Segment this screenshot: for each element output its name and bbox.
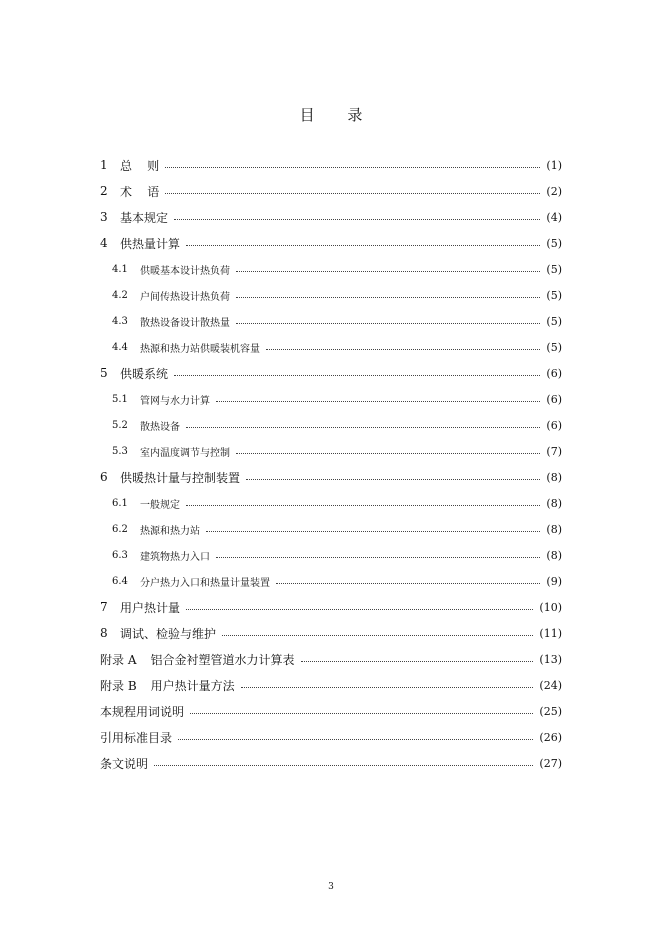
toc-entry-number: 5.2 xyxy=(112,419,128,431)
toc-leader-dots xyxy=(190,713,533,714)
toc-entry-page: (5) xyxy=(546,236,562,250)
toc-entry-label: 调试、检验与维护 xyxy=(120,626,217,641)
toc-entry[interactable] xyxy=(100,490,562,516)
toc-entry[interactable] xyxy=(100,594,562,620)
toc-entry-label: 热源和热力站 xyxy=(140,525,200,537)
toc-entry-label: 散热设备 xyxy=(140,421,180,433)
toc-entry-label: 本规程用词说明 xyxy=(100,704,185,719)
toc-entry-number: 附录 A xyxy=(100,652,137,667)
toc-leader-dots xyxy=(186,427,540,428)
toc-leader-dots xyxy=(174,375,540,376)
toc-entry-number: 6.1 xyxy=(112,497,128,509)
toc-leader-dots xyxy=(246,479,540,480)
toc-entry-label: 引用标准目录 xyxy=(100,730,173,745)
toc-entry-page: (8) xyxy=(546,470,562,484)
page-title: 目 录 xyxy=(299,106,377,124)
toc-entry-label: 用户热计量方法 xyxy=(150,678,235,693)
toc-entry[interactable] xyxy=(100,464,562,490)
toc-entry-label: 条文说明 xyxy=(100,756,149,771)
toc-leader-dots xyxy=(178,739,533,740)
toc-entry[interactable] xyxy=(100,750,562,776)
toc-entry[interactable] xyxy=(100,672,562,698)
toc-leader-dots xyxy=(236,323,540,324)
toc-entry-number: 1 xyxy=(100,158,108,172)
toc-entry-label: 用户热计量 xyxy=(120,600,181,615)
toc-entry-page: (8) xyxy=(546,548,562,562)
toc-entry-page: (24) xyxy=(539,678,562,692)
toc-leader-dots xyxy=(241,687,534,688)
toc-entry-page: (6) xyxy=(546,392,562,406)
toc-entry-page: (10) xyxy=(539,600,562,614)
toc-entry-page: (11) xyxy=(539,626,562,640)
toc-entry[interactable] xyxy=(100,282,562,308)
toc-entry-number: 6.2 xyxy=(112,523,128,535)
toc-leader-dots xyxy=(186,505,540,506)
toc-leader-dots xyxy=(276,583,540,584)
toc-leader-dots xyxy=(216,557,540,558)
toc-entry-number: 6.4 xyxy=(112,575,128,587)
toc-entry[interactable] xyxy=(100,438,562,464)
toc-entry[interactable] xyxy=(100,360,562,386)
toc-entry-page: (27) xyxy=(539,756,562,770)
toc-leader-dots xyxy=(154,765,533,766)
toc-entry-number: 4.4 xyxy=(112,341,128,353)
toc-leader-dots xyxy=(174,219,540,220)
toc-entry[interactable] xyxy=(100,646,562,672)
toc-leader-dots xyxy=(222,635,533,636)
toc-entry[interactable] xyxy=(100,724,562,750)
toc-entry[interactable] xyxy=(100,412,562,438)
toc-entry-label: 户间传热设计热负荷 xyxy=(140,291,230,303)
toc-entry-page: (1) xyxy=(546,158,562,172)
toc-leader-dots xyxy=(236,453,540,454)
toc-leader-dots xyxy=(186,609,533,610)
toc-entry-page: (5) xyxy=(546,340,562,354)
toc-entry-label: 总 则 xyxy=(120,158,160,173)
toc-leader-dots xyxy=(186,245,540,246)
toc-entry[interactable] xyxy=(100,568,562,594)
toc-entry-number: 7 xyxy=(100,600,108,614)
toc-entry-label: 供暖基本设计热负荷 xyxy=(140,265,230,277)
toc-entry[interactable] xyxy=(100,516,562,542)
toc-leader-dots xyxy=(165,193,540,194)
toc-entry[interactable] xyxy=(100,178,562,204)
toc-entry-number: 5 xyxy=(100,366,108,380)
toc-entry-label: 建筑物热力入口 xyxy=(140,551,210,563)
toc-entry-number: 4.2 xyxy=(112,289,128,301)
toc-entry-page: (2) xyxy=(546,184,562,198)
toc-entry-label: 铝合金衬塑管道水力计算表 xyxy=(150,652,295,667)
toc-leader-dots xyxy=(206,531,540,532)
toc-entry-label: 室内温度调节与控制 xyxy=(140,447,230,459)
toc-entry-page: (4) xyxy=(546,210,562,224)
toc-entry-page: (6) xyxy=(546,366,562,380)
table-of-contents xyxy=(100,152,562,776)
toc-entry-page: (5) xyxy=(546,288,562,302)
toc-entry-number: 2 xyxy=(100,184,108,198)
toc-entry-number: 6.3 xyxy=(112,549,128,561)
toc-entry-label: 分户热力入口和热量计量装置 xyxy=(140,577,270,589)
toc-entry-label: 热源和热力站供暖装机容量 xyxy=(140,343,260,355)
toc-entry-label: 管网与水力计算 xyxy=(140,395,210,407)
page-number: 3 xyxy=(328,882,334,892)
toc-entry[interactable] xyxy=(100,542,562,568)
toc-entry-page: (25) xyxy=(539,704,562,718)
toc-entry-page: (9) xyxy=(546,574,562,588)
toc-entry-label: 基本规定 xyxy=(120,210,169,225)
toc-leader-dots xyxy=(165,167,540,168)
toc-entry-page: (8) xyxy=(546,496,562,510)
toc-entry-number: 3 xyxy=(100,210,108,224)
toc-leader-dots xyxy=(301,661,534,662)
toc-leader-dots xyxy=(236,297,540,298)
toc-entry[interactable] xyxy=(100,698,562,724)
toc-entry-page: (26) xyxy=(539,730,562,744)
toc-entry[interactable] xyxy=(100,256,562,282)
toc-entry[interactable] xyxy=(100,620,562,646)
toc-entry-number: 附录 B xyxy=(100,678,137,693)
toc-entry[interactable] xyxy=(100,308,562,334)
toc-leader-dots xyxy=(266,349,540,350)
toc-entry-number: 6 xyxy=(100,470,108,484)
toc-entry-number: 8 xyxy=(100,626,108,640)
toc-entry-number: 4.1 xyxy=(112,263,128,275)
toc-entry[interactable] xyxy=(100,152,562,178)
toc-leader-dots xyxy=(216,401,540,402)
toc-leader-dots xyxy=(236,271,540,272)
toc-entry-label: 一般规定 xyxy=(140,499,180,511)
toc-entry-page: (5) xyxy=(546,262,562,276)
toc-entry[interactable] xyxy=(100,204,562,230)
toc-entry-page: (5) xyxy=(546,314,562,328)
toc-entry[interactable] xyxy=(100,230,562,256)
toc-entry-page: (6) xyxy=(546,418,562,432)
toc-entry-number: 4.3 xyxy=(112,315,128,327)
toc-entry-label: 供热量计算 xyxy=(120,236,181,251)
toc-entry-label: 术 语 xyxy=(120,184,160,199)
toc-entry-page: (8) xyxy=(546,522,562,536)
toc-entry-number: 5.3 xyxy=(112,445,128,457)
toc-entry-page: (13) xyxy=(539,652,562,666)
toc-entry-number: 4 xyxy=(100,236,108,250)
toc-entry[interactable] xyxy=(100,386,562,412)
toc-entry-label: 供暖系统 xyxy=(120,366,169,381)
toc-entry-label: 散热设备设计散热量 xyxy=(140,317,230,329)
toc-entry[interactable] xyxy=(100,334,562,360)
toc-entry-label: 供暖热计量与控制装置 xyxy=(120,470,241,485)
toc-entry-number: 5.1 xyxy=(112,393,128,405)
toc-entry-page: (7) xyxy=(546,444,562,458)
